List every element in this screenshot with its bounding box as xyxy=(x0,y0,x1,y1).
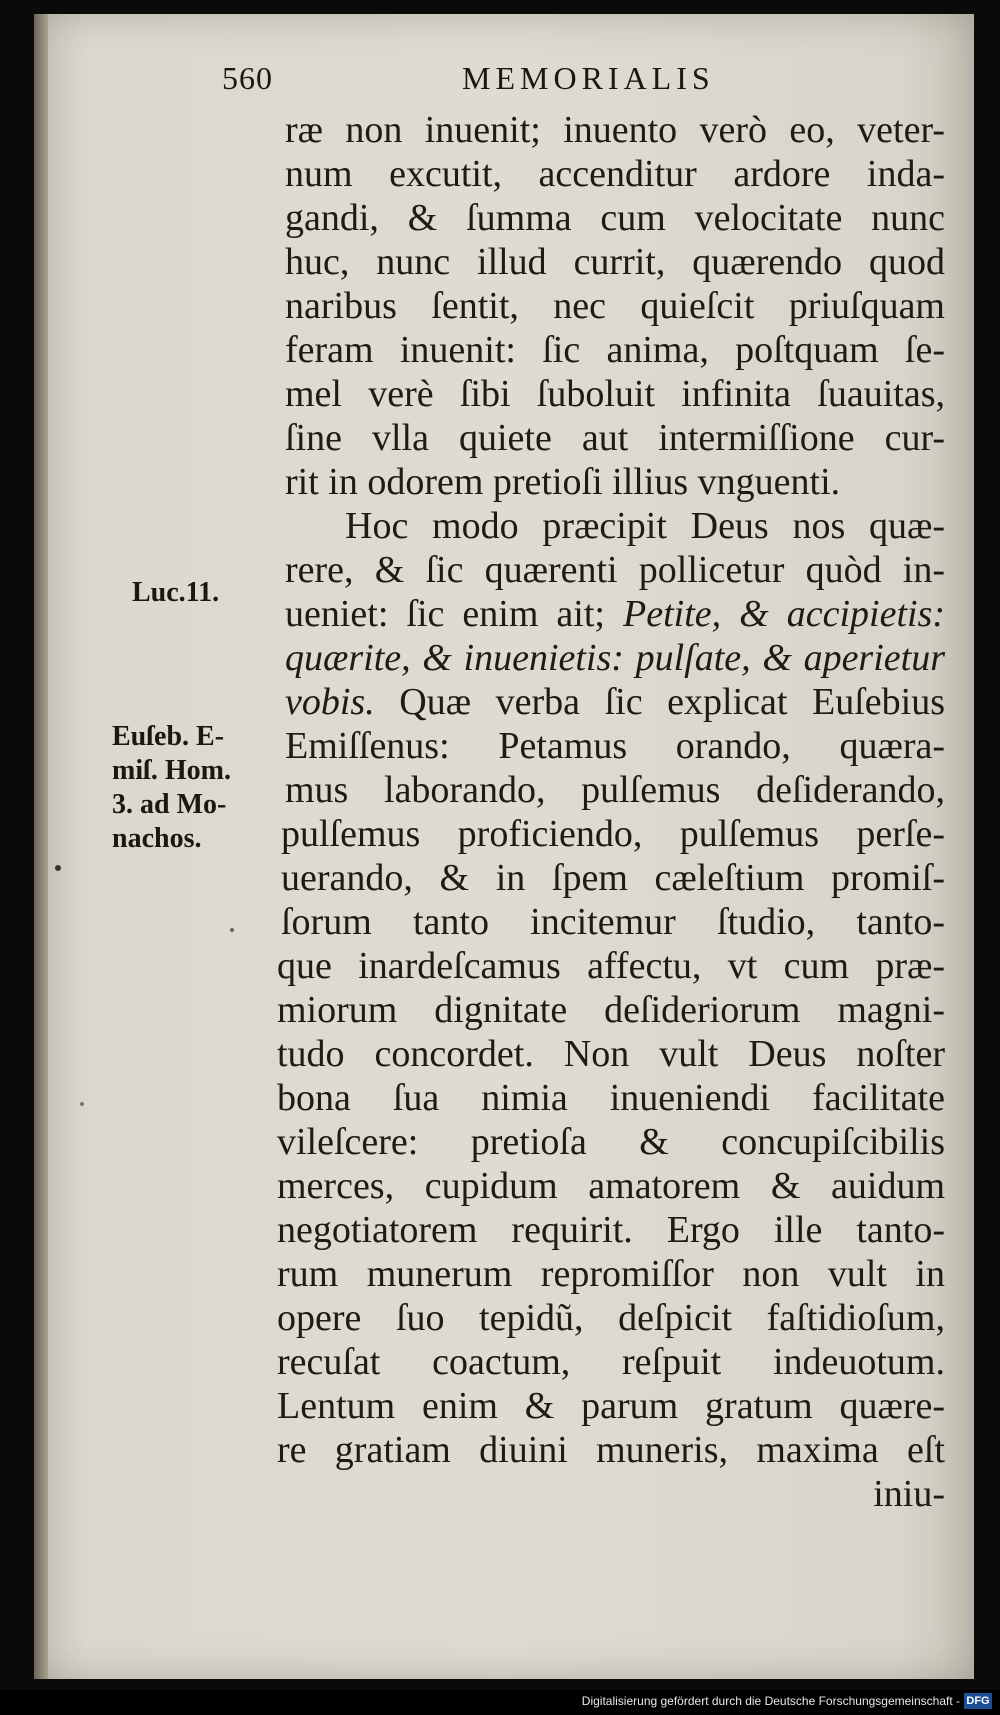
text-line: mel verè ſibi ſuboluit infinita ſuauitas, xyxy=(285,373,945,415)
text-line: Lentum enim & parum gratum quære- xyxy=(277,1385,945,1427)
text-line: ſine vlla quiete aut intermiſſione cur- xyxy=(285,417,945,459)
margin-note-line: 3. ad Mo- xyxy=(112,789,227,820)
text-line: negotiatorem requirit. Ergo ille tanto- xyxy=(277,1209,945,1251)
text-line: merces, cupidum amatorem & auidum xyxy=(277,1165,945,1207)
margin-note-line: Luc.11. xyxy=(132,577,220,608)
page-header xyxy=(0,60,1000,110)
digitization-footer xyxy=(0,1690,1000,1715)
text-line: rere, & ſic quærenti pollicetur quòd in- xyxy=(285,549,945,591)
text-line: naribus ſentit, nec quieſcit priuſquam xyxy=(285,285,945,327)
text-line: que inardeſcamus affectu, vt cum præ- xyxy=(277,945,945,987)
text-line: Emiſſenus: Petamus orando, quæra- xyxy=(285,725,945,767)
text-line: pulſemus proficiendo, pulſemus perſe- xyxy=(281,813,945,855)
text-line: bona ſua nimia inueniendi facilitate xyxy=(277,1077,945,1119)
text-line: ræ non inuenit; inuento verò eo, veter- xyxy=(285,109,945,151)
text-line: mus laborando, pulſemus deſiderando, xyxy=(285,769,945,811)
text-line xyxy=(285,680,945,724)
text-line: ſorum tanto incitemur ſtudio, tanto- xyxy=(281,901,945,943)
scripture-quote-line: quærite, & inuenietis: pulſate, & aperietur xyxy=(285,637,945,679)
text-line xyxy=(285,592,945,636)
text-line: opere ſuo tepidũ, deſpicit faſtidioſum, xyxy=(277,1297,945,1339)
margin-note-line: Euſeb. E- xyxy=(112,721,225,752)
scripture-quote: Petite, & accipietis: xyxy=(623,593,946,635)
digitization-credit: Digitalisierung gefördert durch die Deutsche Forschungsgemeinschaft - xyxy=(581,1694,960,1708)
page-gutter-shadow xyxy=(34,14,48,1679)
text-line: rit in odorem pretioſi illius vnguenti. xyxy=(285,461,841,503)
running-title: MEMORIALIS xyxy=(462,60,715,96)
text-line: miorum dignitate deſideriorum magni- xyxy=(277,989,945,1031)
text-line: feram inuenit: ſic anima, poſtquam ſe- xyxy=(285,329,945,371)
scripture-quote: vobis. xyxy=(285,681,375,723)
margin-note-luke xyxy=(132,576,219,610)
body-text xyxy=(277,108,946,1516)
text-line: huc, nunc illud currit, quærendo quod xyxy=(285,241,945,283)
catchword: iniu- xyxy=(873,1473,945,1515)
text-span: Quæ verba ſic explicat Euſebius xyxy=(399,681,945,723)
margin-note-line: miſ. Hom. xyxy=(112,755,231,786)
margin-note-eusebius xyxy=(112,720,231,856)
text-line: recuſat coactum, reſpuit indeuotum. xyxy=(277,1341,945,1383)
text-line: tudo concordet. Non vult Deus noſter xyxy=(277,1033,945,1075)
page-number: 560 xyxy=(222,60,273,96)
margin-note-line: nachos. xyxy=(112,823,202,854)
dfg-logo: DFG xyxy=(964,1693,992,1709)
text-line-paragraph-start: Hoc modo præcipit Deus nos quæ- xyxy=(345,505,945,547)
text-line: num excutit, accenditur ardore inda- xyxy=(285,153,945,195)
text-line: vileſcere: pretioſa & concupiſcibilis xyxy=(277,1121,945,1163)
text-line: uerando, & in ſpem cæleſtium promiſ- xyxy=(281,857,945,899)
text-line: gandi, & ſumma cum velocitate nunc xyxy=(285,197,945,239)
text-line: re gratiam diuini muneris, maxima eſt xyxy=(277,1429,945,1471)
text-span: ueniet: ſic enim ait; xyxy=(285,593,605,635)
text-line: rum munerum repromiſſor non vult in xyxy=(277,1253,945,1295)
